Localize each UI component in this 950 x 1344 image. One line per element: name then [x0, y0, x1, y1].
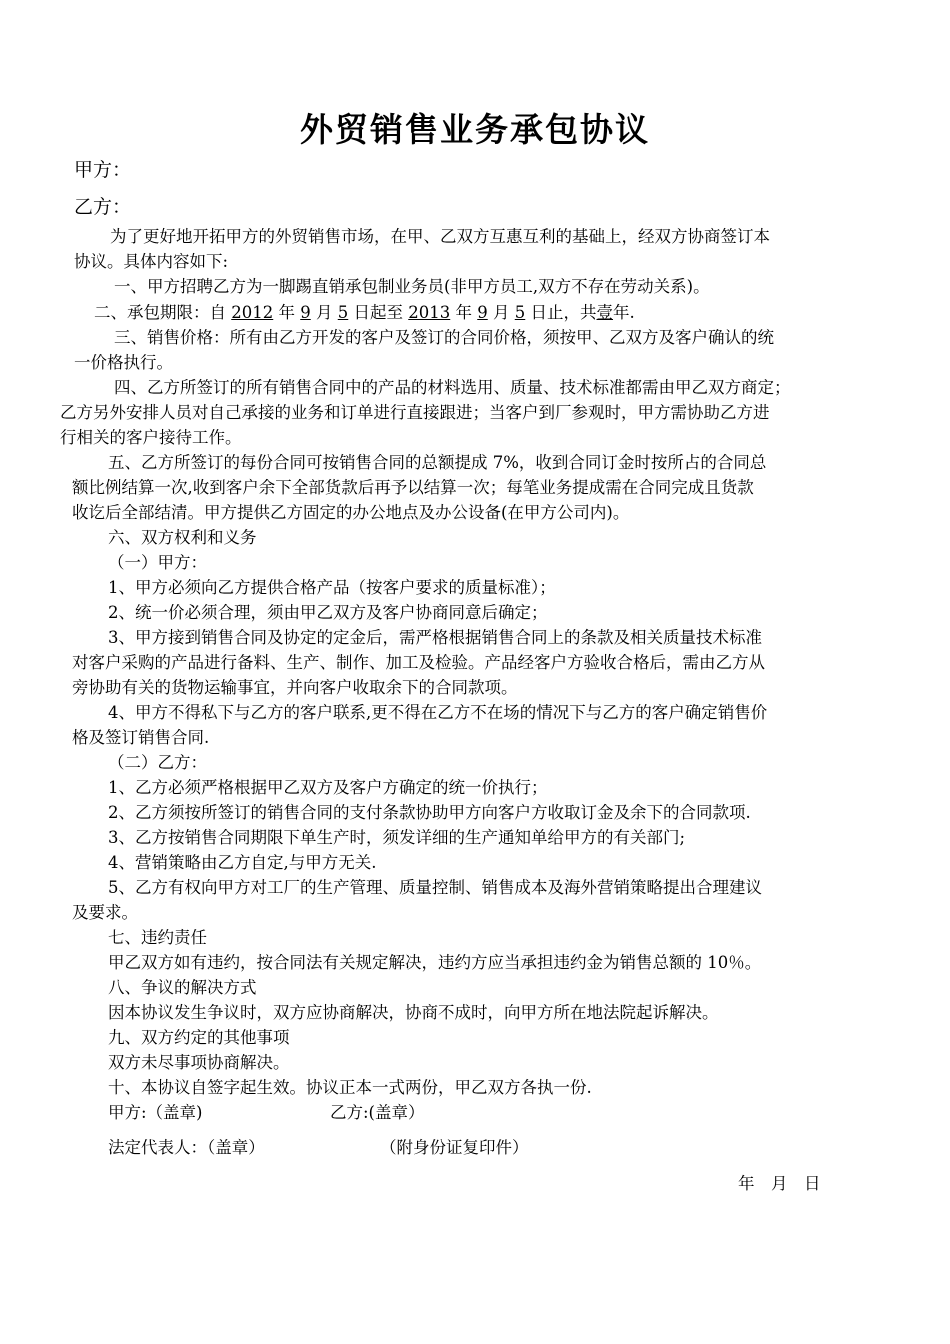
- party-b-item-2: 2、乙方须按所签订的销售合同的支付条款协助甲方向客户方收取订金及余下的合同款项.: [108, 803, 751, 822]
- document-title: 外贸销售业务承包协议: [300, 110, 650, 149]
- party-b-item-5-line-1: 5、乙方有权向甲方对工厂的生产管理、质量控制、销售成本及海外营销策略提出合理建议: [108, 878, 762, 897]
- start-year: 2012: [231, 303, 274, 322]
- text: 月: [310, 303, 338, 322]
- end-month: 9: [477, 303, 488, 322]
- start-month: 9: [300, 303, 311, 322]
- party-a-item-4-line-2: 格及签订销售合同.: [72, 728, 210, 747]
- party-a-item-1: 1、甲方必须向乙方提供合格产品（按客户要求的质量标准）；: [108, 578, 556, 597]
- clause-3-line-2: 一价格执行。: [74, 353, 173, 372]
- clause-5-line-1: 五、乙方所签订的每份合同可按销售合同的总额提成 7%，收到合同订金时按所占的合同总: [108, 453, 767, 472]
- signing-date: 年 月 日: [738, 1174, 821, 1193]
- party-a-item-2: 2、统一价必须合理，须由甲乙双方及客户协商同意后确定；: [108, 603, 548, 622]
- party-a-item-3-line-1: 3、甲方接到销售合同及协定的定金后，需严格根据销售合同上的条款及相关质量技术标准: [108, 628, 762, 647]
- clause-8-heading: 八、争议的解决方式: [108, 978, 257, 997]
- clause-5-line-3: 收讫后全部结清。甲方提供乙方固定的办公地点及办公设备(在甲方公司内)。: [72, 503, 630, 522]
- text: 日起至: [348, 303, 409, 322]
- text: 年: [450, 303, 478, 322]
- intro-line-2: 协议。具体内容如下:: [74, 252, 229, 271]
- clause-1: 一、甲方招聘乙方为一脚踢直销承包制业务员(非甲方员工,双方不存在劳动关系)。: [114, 277, 710, 296]
- clause-4-line-3: 行相关的客户接待工作。: [60, 428, 242, 447]
- clause-9-heading: 九、双方约定的其他事项: [108, 1028, 290, 1047]
- party-a-item-3-line-3: 旁协助有关的货物运输事宜，并向客户收取余下的合同款项。: [72, 678, 518, 697]
- sub-heading-party-b: （二）乙方：: [108, 753, 207, 772]
- sub-heading-party-a: （一）甲方：: [108, 553, 207, 572]
- party-a-label: 甲方：: [74, 159, 132, 181]
- party-b-item-1: 1、乙方必须严格根据甲乙双方及客户方确定的统一价执行；: [108, 778, 548, 797]
- clause-5-line-2: 额比例结算一次,收到客户余下全部货款后再予以结算一次；每笔业务提成需在合同完成且货款: [72, 478, 754, 497]
- clause-7-text: 甲乙双方如有违约，按合同法有关规定解决，违约方应当承担违约金为销售总额的 10％。: [108, 953, 762, 972]
- clause-2-prefix: 二、承包期限：自: [94, 303, 232, 322]
- clause-4-line-1: 四、乙方所签订的所有销售合同中的产品的材料选用、质量、技术标准都需由甲乙双方商定；: [114, 378, 791, 397]
- clause-4-line-2: 乙方另外安排人员对自己承接的业务和订单进行直接跟进；当客户到厂参观时，甲方需协助乙方进: [60, 403, 770, 422]
- party-b-item-5-line-2: 及要求。: [72, 903, 138, 922]
- text: 月: [487, 303, 515, 322]
- party-b-item-4: 4、营销策略由乙方自定,与甲方无关.: [108, 853, 377, 872]
- text: 年.: [613, 303, 635, 322]
- signature-party-b: 乙方:(盖章）: [330, 1103, 425, 1122]
- clause-10: 十、本协议自签字起生效。协议正本一式两份，甲乙双方各执一份.: [108, 1078, 592, 1097]
- intro-line-1: 为了更好地开拓甲方的外贸销售市场，在甲、乙双方互惠互利的基础上，经双方协商签订本: [110, 227, 770, 246]
- clause-9-text: 双方未尽事项协商解决。: [108, 1053, 290, 1072]
- start-day: 5: [337, 303, 349, 322]
- party-a-item-3-line-2: 对客户采购的产品进行备料、生产、制作、加工及检验。产品经客户方验收合格后，需由乙方从: [72, 653, 765, 672]
- id-copy-note: （附身份证复印件）: [380, 1138, 529, 1157]
- clause-6-heading: 六、双方权利和义务: [108, 528, 257, 547]
- party-b-label: 乙方：: [74, 196, 132, 218]
- duration: 壹: [596, 303, 613, 322]
- clause-3-line-1: 三、销售价格：所有由乙方开发的客户及签订的合同价格，须按甲、乙双方及客户确认的统: [114, 328, 774, 347]
- party-b-item-3: 3、乙方按销售合同期限下单生产时，须发详细的生产通知单给甲方的有关部门;: [108, 828, 686, 847]
- text: 日止，共: [525, 303, 597, 322]
- end-year: 2013: [408, 303, 451, 322]
- clause-7-heading: 七、违约责任: [108, 928, 207, 947]
- clause-2: [94, 305, 635, 322]
- legal-representative: 法定代表人：（盖章）: [108, 1138, 265, 1157]
- end-day: 5: [514, 303, 526, 322]
- clause-8-text: 因本协议发生争议时，双方应协商解决，协商不成时，向甲方所在地法院起诉解决。: [108, 1003, 719, 1022]
- signature-party-a: 甲方:（盖章): [108, 1103, 203, 1122]
- party-a-item-4-line-1: 4、甲方不得私下与乙方的客户联系,更不得在乙方不在场的情况下与乙方的客户确定销售价: [108, 703, 768, 722]
- text: 年: [273, 303, 301, 322]
